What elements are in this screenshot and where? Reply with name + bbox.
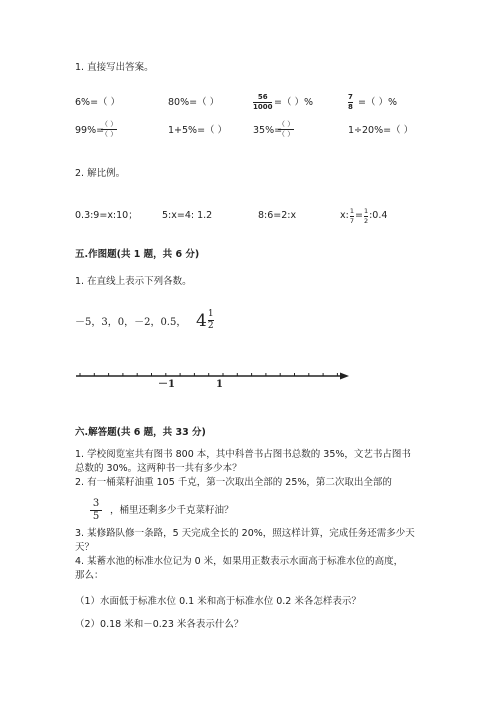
axis-label-1: 1 [216,379,223,390]
fraction-numerator: 1 [207,309,214,319]
mixed-whole: 4 [196,310,207,331]
question-2-line-1: 2. 有一桶菜籽油重 105 千克，第一次取出全部的 25%，第二次取出全部的 [75,477,392,488]
problem-6-percent: 6%=（ ） [75,97,121,108]
question-4-sub-2: （2）0.18 米和－0.23 米各表示什么？ [75,619,244,630]
question-3-line-2: 天？ [75,542,95,553]
proportion-b: 5:x=4: 1.2 [162,210,213,221]
axis-label-minus-1: －1 [158,379,175,390]
question-4-sub-1: （1）水面低于标准水位 0.1 米和高于标准水位 0.2 米各怎样表示？ [75,596,361,607]
question-3-line-1: 3. 某修路队修一条路，5 天完成全长的 20%，照这样计算，完成任务还需多少天 [75,528,415,539]
question-1-line-2: 总数的 30%。这两种书一共有多少本？ [75,463,242,474]
question-1-title: 1. 直接写出答案。 [75,62,154,73]
problem-7-8-rest: =（ ）% [358,97,398,108]
proportion-d-prefix: x: [340,210,349,221]
numbers-to-plot: －5，3，0，－2，0.5， [75,317,187,328]
fraction-numerator: 1 [363,207,369,215]
section-6-heading: 六.解答题(共 6 题，共 33 分) [75,427,206,438]
fraction-3-5 [90,499,102,522]
fraction-denominator: （ ） [278,130,295,138]
fraction-numerator: （ ） [278,120,295,128]
problem-1-plus-5-percent: 1+5%=（ ） [168,125,228,136]
question-4-line-1: 4. 某蓄水池的标准水位记为 0 米，如果用正数表示水面高于标准水位的高度， [75,556,404,567]
proportion-d-equals: = [354,210,363,221]
fraction-denominator: 2 [207,321,214,331]
proportion-d-suffix: :0.4 [369,210,388,221]
problem-56-1000-rest: =（ ）% [274,97,314,108]
fraction-denominator: 7 [349,216,354,225]
fraction-numerator: 1 [349,207,354,215]
question-4-line-2: 那么： [75,570,104,581]
fraction-denominator: 1000 [253,103,273,111]
proportion-c: 8:6=2:x [258,210,297,221]
number-line-arrow [340,373,349,380]
proportion-a: 0.3:9=x:10； [75,210,138,221]
question-1-line-1: 1. 学校阅览室共有图书 800 本，其中科普书占图书总数的 35%，文艺书占图书 [75,449,411,460]
fraction-denominator: 5 [92,511,100,522]
fraction-numerator: （ ） [101,120,118,128]
section-5-heading: 五.作图题(共 1 题，共 6 分) [75,249,200,260]
fraction-denominator: 2 [363,216,369,225]
section-5-question-1: 1. 在直线上表示下列各数。 [75,276,192,287]
fraction-numerator: 3 [92,498,100,509]
problem-80-percent: 80%=（ ） [168,97,220,108]
fraction-numerator: 56 [257,93,268,101]
problem-35-percent-prefix: 35%= [253,125,283,136]
question-2-title: 2. 解比例。 [75,168,126,179]
question-2-line-2: ，桶里还剩多少千克菜籽油？ [110,505,234,516]
problem-1-div-20-percent: 1÷20%=（ ） [348,125,414,136]
problem-99-percent-prefix: 99%= [75,125,105,136]
fraction-denominator: （ ） [101,130,118,138]
fraction-denominator: 8 [348,103,353,111]
fraction-numerator: 7 [348,93,353,101]
